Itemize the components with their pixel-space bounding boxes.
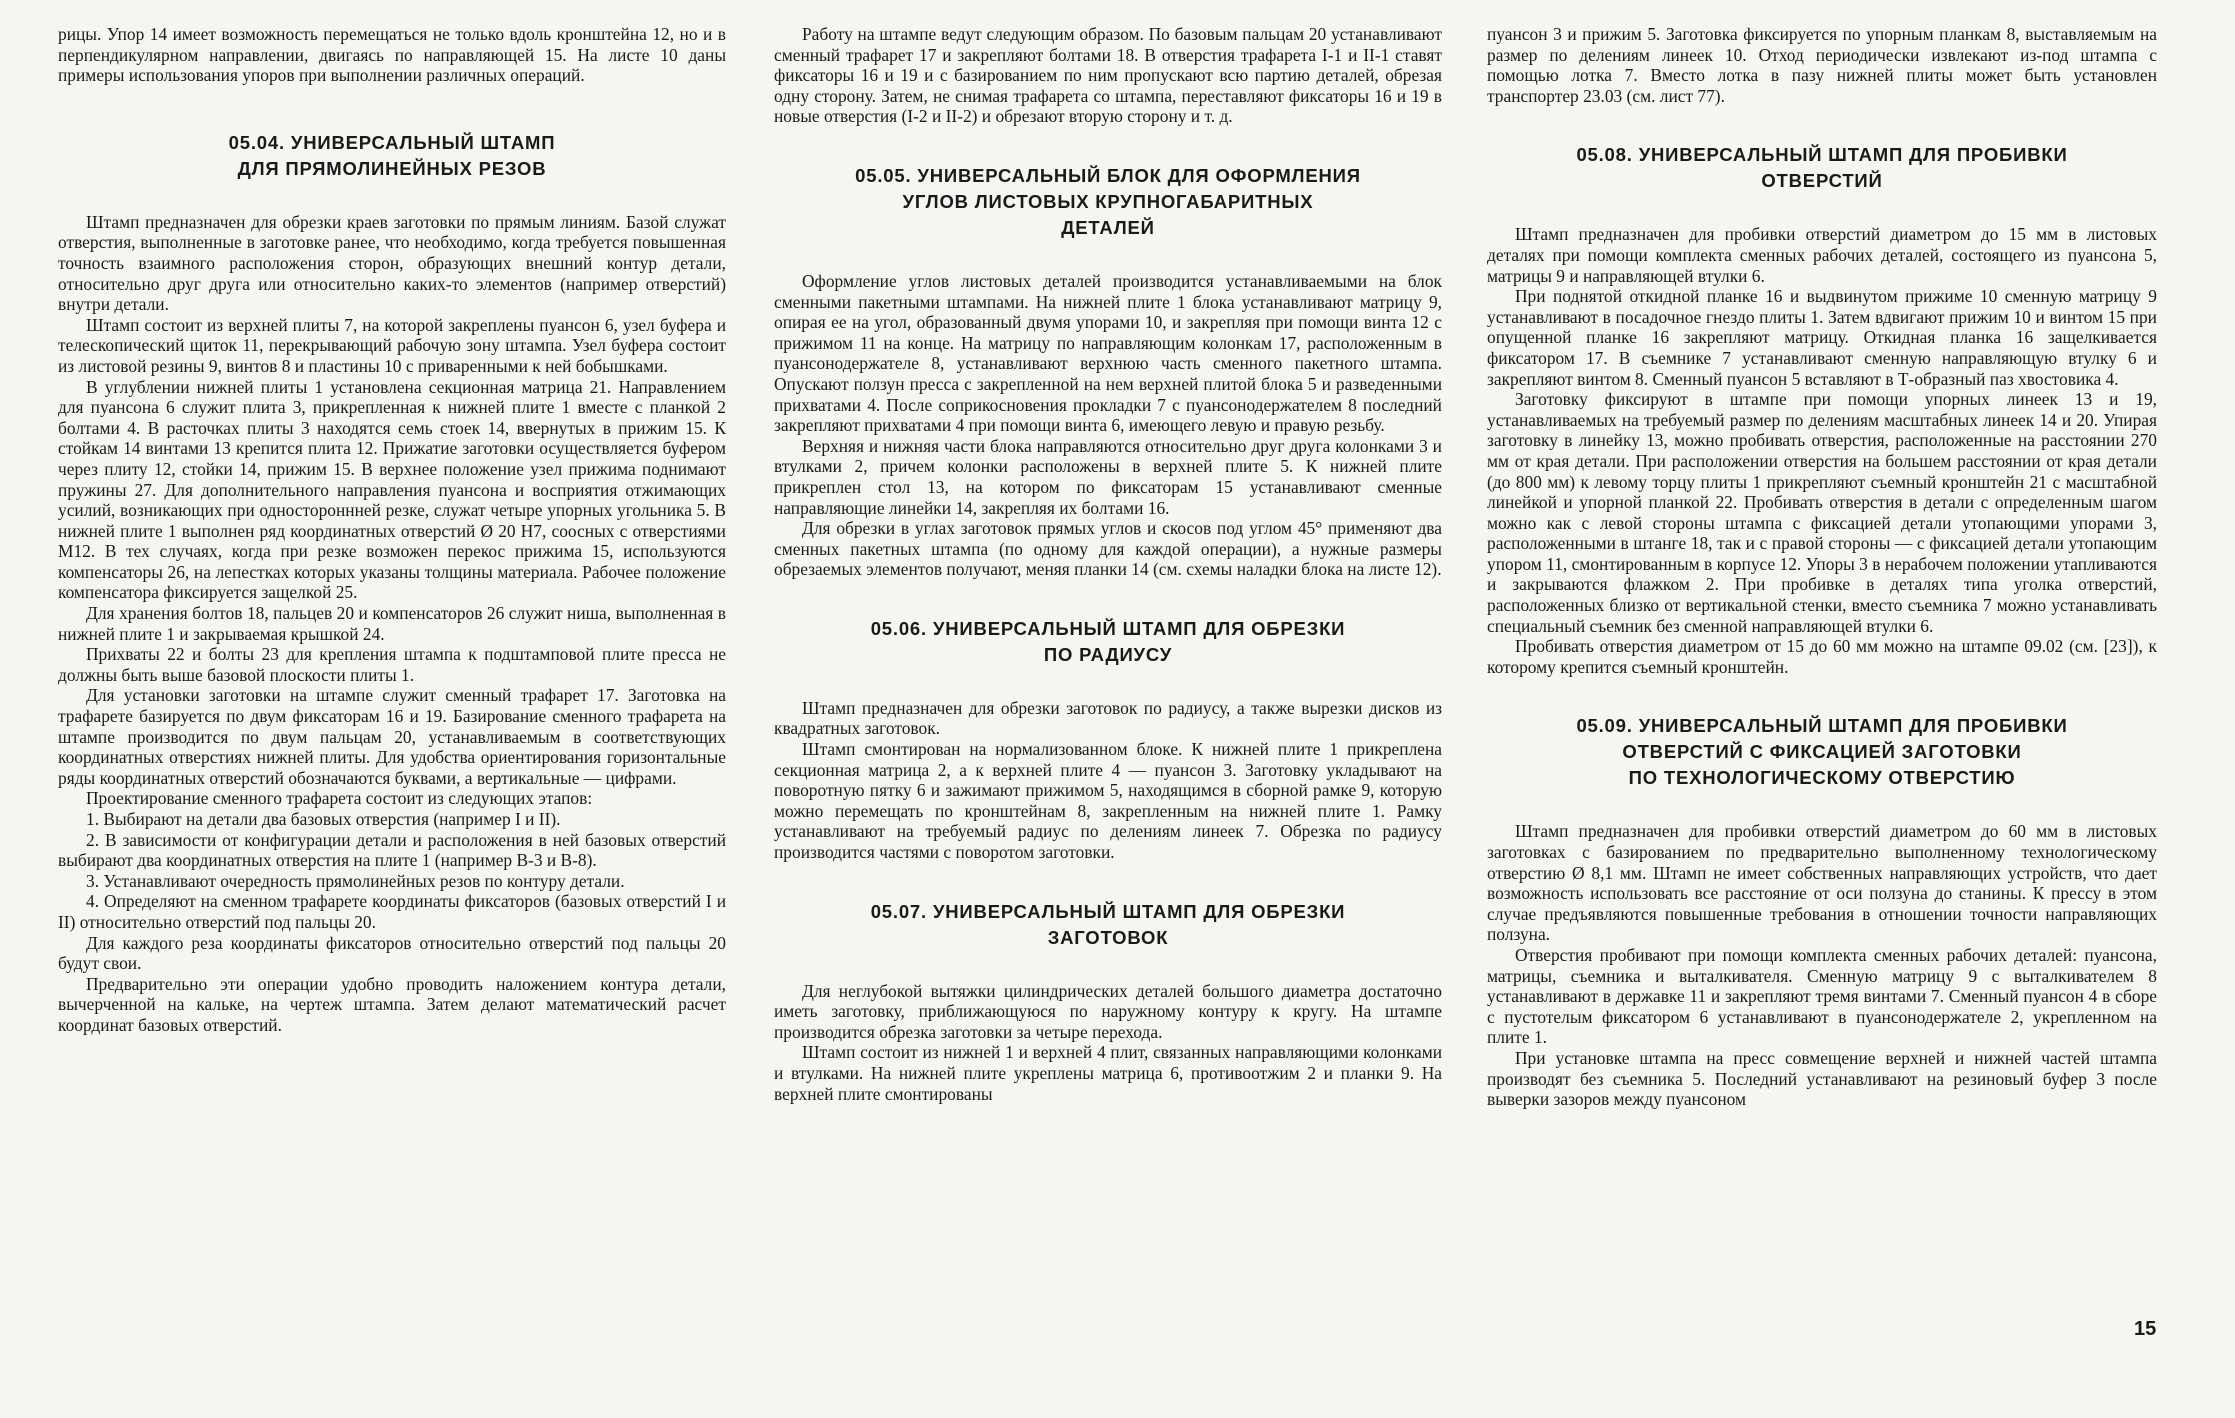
- paragraph: Штамп состоит из нижней 1 и верхней 4 плит, связанных направляющими колонками и втулками. На нижней плите укреплены матрица 6, противоотжим 2 и планки 9. На верхней плите смонтированы: [774, 1042, 1442, 1104]
- section-number: 05.05.: [855, 164, 912, 186]
- section-title-line: УГЛОВ ЛИСТОВЫХ КРУПНОГАБАРИТНЫХ: [902, 190, 1314, 212]
- section-title-line: ПО ТЕХНОЛОГИЧЕСКОМУ ОТВЕРСТИЮ: [1628, 767, 2016, 789]
- list-item: 4. Определяют на сменном трафарете координаты фиксаторов (базовых отверстий I и II) относительно отверстий под пальцы 20.: [58, 891, 726, 932]
- section-title-line: УНИВЕРСАЛЬНЫЙ ШТАМП ДЛЯ ПРОБИВКИ: [1638, 144, 2068, 166]
- section-title-line: УНИВЕРСАЛЬНЫЙ ШТАМП: [290, 131, 556, 153]
- list-item: 1. Выбирают на детали два базовых отверстия (например I и II).: [86, 809, 561, 829]
- paragraph: Для обрезки в углах заготовок прямых углов и скосов под углом 45° применяют два сменных пакетных штампа (по одному для каждой операции), а нужные размеры обрезаемых элементов получают, меняя планки 14 (см. схемы наладки блока на листе 12).: [774, 518, 1442, 580]
- paragraph: Оформление углов листовых деталей производится устанавливаемыми на блок сменными пакетными штампами. На нижней плите 1 блока устанавливают матрицу 9, опирая ее на угол, образованный двумя упорами 10, и закрепляя при помощи винта 12 с прижимом 11 на конце. На матрицу по направляющим колонкам 17, расположенным в пуансонодержателе 8, устанавливают верхнюю часть сменного пакетного штампа. Опускают ползун пресса с закрепленной на нем верхней плитой блока 5 и разведенными прихватами 4. После соприкосновения прокладки 7 с пуансонодержателем 8 последний закрепляют прихватами 4 при помощи винта 6, имеющего левую и правую резьбу.: [774, 270, 1442, 436]
- paragraph: Проектирование сменного трафарета состоит из следующих этапов:: [86, 788, 593, 809]
- section-title-line: УНИВЕРСАЛЬНЫЙ ШТАМП ДЛЯ ОБРЕЗКИ: [932, 617, 1346, 639]
- section-title-line: УНИВЕРСАЛЬНЫЙ ШТАМП ДЛЯ ОБРЕЗКИ: [932, 900, 1346, 922]
- paragraph: Штамп предназначен для обрезки краев заготовки по прямым линиям. Базой служат отверстия, выполненные в заготовке ранее, что необходимо, когда требуется повышенная точность взаимного расположения сторон, образующих внешний контур детали, относительно друг друга или относительно каких-то элементов (например отверстий) внутри детали.: [58, 211, 726, 315]
- section-title-line: ДЕТАЛЕЙ: [1061, 216, 1155, 238]
- column-middle: [774, 24, 1442, 1104]
- paragraph: Заготовку фиксируют в штампе при помощи упорных линеек 13 и 19, устанавливаемых на требуемый размер по делениям масштабных линеек 14 и 20. Упирая заготовку в линейку 13, можно пробивать отверстия, расположенные на расстоянии 270 мм от края детали. При расположении отверстия на большем расстоянии от края детали (до 800 мм) к левому торцу плиты 1 прикрепляют съемный кронштейн 21 с масштабной линейкой и упорной планкой 22. Пробивать отверстия в детали с определенным шагом можно как с левой стороны штампа с фиксацией детали утопающими упорами 3, расположенными в штанге 18, так и с правой стороны — с фиксацией детали утопающим упором 11, смонтированным в корпусе 12. Упоры 3 в нерабочем положении утапливаются и закрываются флажком 2. При пробивке в деталях типа уголка отверстий, расположенных близко от вертикальной стенки, вместо съемника 7 можно устанавливать специальный съемник без сменной направляющей втулки 6.: [1487, 389, 2157, 636]
- section-heading-05-06: [774, 616, 1442, 668]
- paragraph: Предварительно эти операции удобно проводить наложением контура детали, вычерченной на кальке, на чертеж штампа. Затем делают математический расчет координат базовых отверстий.: [58, 973, 726, 1035]
- list-item: 2. В зависимости от конфигурации детали и расположения в ней базовых отверстий выбирают два координатных отверстия на плите 1 (например В-3 и В-8).: [58, 829, 726, 871]
- section-body-05-04: [58, 212, 726, 1036]
- paragraph: Штамп состоит из верхней плиты 7, на которой закреплены пуансон 6, узел буфера и телескопический щиток 11, перекрывающий рабочую зону штампа. Узел буфера состоит из листовой резины 9, винтов 8 и пластины 10 с приваренными к ней бобышками.: [58, 314, 726, 376]
- section-heading-05-05: [774, 163, 1442, 241]
- section-number: 05.09.: [1576, 715, 1633, 737]
- section-heading-05-08: [1487, 142, 2157, 194]
- page-number: 15: [2134, 1318, 2157, 1340]
- section-title-line: УНИВЕРСАЛЬНЫЙ БЛОК ДЛЯ ОФОРМЛЕНИЯ: [917, 164, 1361, 186]
- section-body-05-09: [1487, 821, 2157, 1109]
- section-title-line: ПО РАДИУСУ: [1043, 643, 1173, 665]
- section-body-05-08: [1487, 224, 2157, 677]
- column-left: [58, 24, 726, 1036]
- paragraph: Работу на штампе ведут следующим образом. По базовым пальцам 20 устанавливают сменный трафарет 17 и закрепляют болтами 18. В отверстия трафарета I-1 и II-1 ставят фиксаторы 16 и 19 и с базированием по ним пропускают всю партию деталей, обрезая одну сторону. Затем, не снимая трафарета со штампа, переставляют фиксаторы 16 и 19 в новые отверстия (I-2 и II-2) и обрезают вторую сторону и т. д.: [774, 24, 1442, 127]
- paragraph: Штамп предназначен для обрезки заготовок по радиусу, а также вырезки дисков из квадратных заготовок.: [774, 697, 1442, 739]
- paragraph: Штамп смонтирован на нормализованном блоке. К нижней плите 1 прикреплена секционная матрица 2, а к верхней плите 4 — пуансон 3. Заготовку укладывают на поворотную пятку 6 и зажимают прижимом 5, находящимся в сборной рамке 9, которую можно перемещать по кронштейнам 8, закрепленным на нижней плите 1. Рамку устанавливают на требуемый радиус по делениям линеек 7. Обрезка по радиусу производится частями с поворотом заготовки.: [774, 739, 1442, 863]
- section-heading-05-07: [774, 899, 1442, 951]
- paragraph: Штамп предназначен для пробивки отверстий диаметром до 15 мм в листовых деталях при помощи комплекта сменных рабочих деталей, состоящего из пуансона 5, матрицы 9 и направляющей втулки 6.: [1487, 224, 2157, 286]
- paragraph: В углублении нижней плиты 1 установлена секционная матрица 21. Направлением для пуансона 6 служит плита 3, прикрепленная к нижней плите 1 вместе с планкой 2 болтами 4. В расточках плиты 3 находятся семь стоек 14, ввернутых в прижим 15. К стойкам 14 винтами 13 крепится плита 12. Прижатие заготовки осуществляется буфером через плиту 12, стойки 14, прижим 15. В верхнее положение узел прижима поднимают пружины 27. Для дополнительного направления пуансона и восприятия отжимающих усилий, возникающих при одностороннней резке, служат четыре упорных угольника 5. В нижней плите 1 выполнен ряд координатных отверстий Ø 20 Н7, соосных с отверстиями М12. В тех случаях, когда при резке возможен перекос прижима 15, используются компенсаторы 26, на лепестках которых указаны толщины материала. Рабочее положение компенсатора фиксируется защелкой 25.: [58, 376, 726, 603]
- section-title-line: ДЛЯ ПРЯМОЛИНЕЙНЫХ РЕЗОВ: [237, 157, 547, 179]
- section-number: 05.07.: [870, 900, 927, 922]
- paragraph: Отверстия пробивают при помощи комплекта сменных рабочих деталей: пуансона, матрицы, съемника и выталкивателя. Сменную матрицу 9 с выталкивателем 8 устанавливают в державке 11 и закрепляют тремя винтами 7. Сменный пуансон 4 в сборе с пустотелым фиксатором 6 устанавливают в пуансонодержателе 2, укрепленном на плите 1.: [1487, 945, 2157, 1048]
- section-number: 05.08.: [1576, 144, 1633, 166]
- paragraph: Для неглубокой вытяжки цилиндрических деталей большого диаметра достаточно иметь заготовку, приближающуюся по наружному контуру к кругу. На штампе производится обрезка заготовки за четыре перехода.: [774, 980, 1442, 1042]
- section-title-line: УНИВЕРСАЛЬНЫЙ ШТАМП ДЛЯ ПРОБИВКИ: [1638, 715, 2068, 737]
- section-body-05-05: [774, 271, 1442, 580]
- section-body-05-06: [774, 698, 1442, 863]
- paragraph: При установке штампа на пресс совмещение верхней и нижней частей штампа производят без съемника 5. Последний устанавливают на резиновый буфер 3 после выверки зазоров между пуансоном: [1487, 1047, 2157, 1110]
- section-title-line: ОТВЕРСТИЙ: [1761, 170, 1883, 192]
- paragraph: Прихваты 22 и болты 23 для крепления штампа к подштамповой плите пресса не должны быть выше базовой плоскости плиты 1.: [58, 644, 726, 685]
- paragraph: Верхняя и нижняя части блока направляются относительно друг друга колонками 3 и втулками 2, причем колонки расположены в верхней плите 5. К нижней плите прикреплен стол 13, на котором по фиксаторам 15 устанавливают сменные направляющие линейки 14, закрепляя их болтами 16.: [774, 435, 1442, 518]
- section-heading-05-09: [1487, 713, 2157, 791]
- paragraph: Штамп предназначен для пробивки отверстий диаметром до 60 мм в листовых заготовках с базированием по предварительно выполненному технологическому отверстию Ø 8,1 мм. Штамп не имеет собственных направляющих устройств, что дает возможность использовать все расстояние от оси ползуна до станины. К прессу в этом случае предъявляются повышенные требования в отношении точности направляющих ползуна.: [1487, 821, 2157, 945]
- section-body-05-07: [774, 981, 1442, 1105]
- paragraph: Для установки заготовки на штампе служит сменный трафарет 17. Заготовка на трафарете базируется по двум фиксаторам 16 и 19. Базирование сменного трафарета на штампе производится по двум пальцам 20, устанавливаемым в соответствующих координатных отверстиях нижней плиты. Для удобства ориентирования горизонтальные ряды координатных отверстий обозначаются буквами, а вертикальные — цифрами.: [58, 685, 726, 788]
- continuation-paragraph: пуансон 3 и прижим 5. Заготовка фиксируется по упорным планкам 8, выставляемым на размер по делениям линеек 10. Отход периодически извлекают из-под штампа с помощью лотка 7. Вместо лотка в пазу нижней плиты может быть установлен транспортер 23.03 (см. лист 77).: [1487, 24, 2157, 106]
- paragraph: Для хранения болтов 18, пальцев 20 и компенсаторов 26 служит ниша, выполненная в нижней плите 1 и закрываемая крышкой 24.: [58, 603, 726, 644]
- section-heading-05-04: [58, 130, 726, 182]
- section-number: 05.04.: [228, 131, 285, 153]
- section-title-line: ЗАГОТОВОК: [1047, 926, 1169, 948]
- section-number: 05.06.: [870, 617, 927, 639]
- list-item: 3. Устанавливают очередность прямолинейных резов по контуру детали.: [86, 870, 625, 891]
- paragraph: При поднятой откидной планке 16 и выдвинутом прижиме 10 сменную матрицу 9 устанавливают в посадочное гнездо плиты 1. Затем вдвигают прижим 10 и винтом 15 при опущенной планке 16 закрепляют матрицу. Откидная планка 16 защелкивается фиксатором 17. В съемнике 7 устанавливают сменную направляющую втулку 6 и закрепляют винтом 8. Сменный пуансон 5 вставляют в Т-образный паз хвостовика 4.: [1487, 286, 2157, 389]
- continuation-paragraph: рицы. Упор 14 имеет возможность перемещаться не только вдоль кронштейна 12, но и в перпендикулярном направлении, двигаясь по направляющей 15. На листе 10 даны примеры использования упоров при выполнении различных операций.: [58, 24, 726, 86]
- paragraph: Пробивать отверстия диаметром от 15 до 60 мм можно на штампе 09.02 (см. [23]), к которому крепится съемный кронштейн.: [1487, 636, 2157, 677]
- paragraph: Для каждого реза координаты фиксаторов относительно отверстий под пальцы 20 будут свои.: [58, 932, 726, 974]
- column-right: [1487, 24, 2157, 1110]
- section-title-line: ОТВЕРСТИЙ С ФИКСАЦИЕЙ ЗАГОТОВКИ: [1622, 741, 2022, 763]
